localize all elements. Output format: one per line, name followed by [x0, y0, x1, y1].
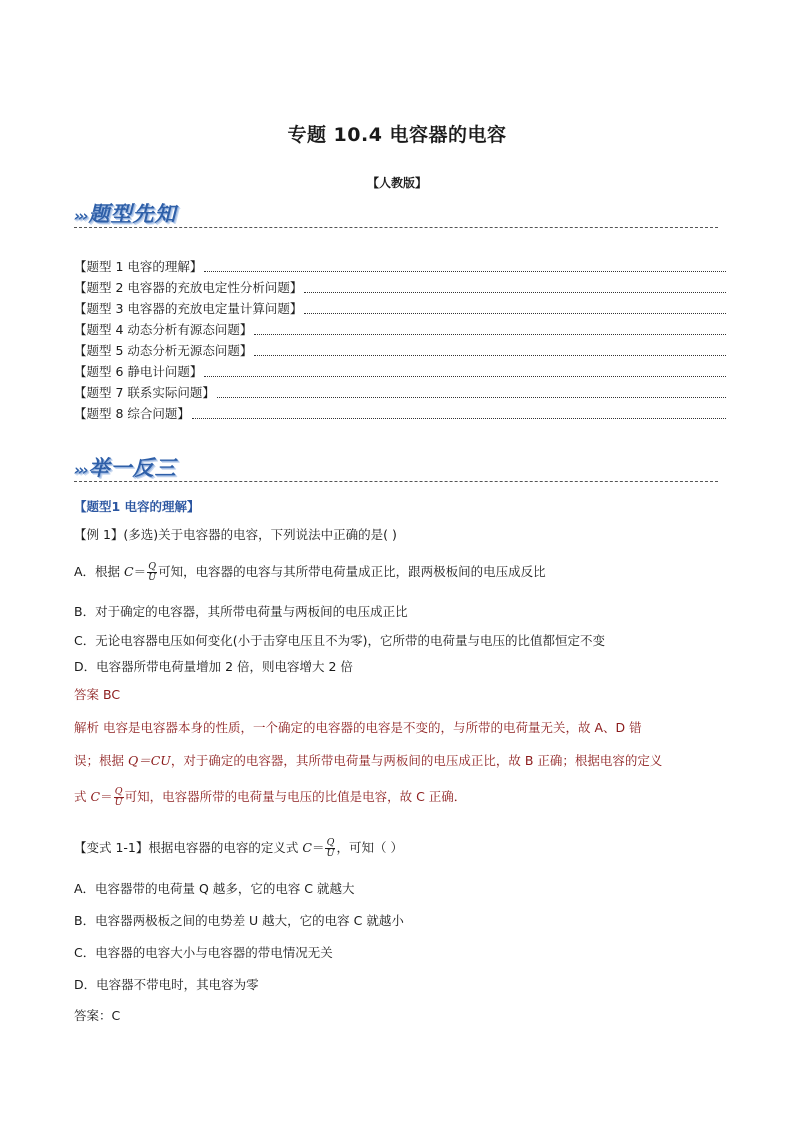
example-answer: 答案 BC: [74, 687, 121, 702]
toc-banner: [74, 198, 177, 228]
toc-item-5[interactable]: [74, 341, 726, 361]
practice-banner: [74, 452, 177, 482]
toc-item-label: 【题型 2 电容器的充放电定性分析问题】: [74, 280, 303, 295]
toc-item-4[interactable]: [74, 320, 726, 340]
toc-leader: [304, 292, 726, 293]
toc-item-label: 【题型 1 电容的理解】: [74, 259, 203, 274]
example-stem: 【例 1】(多选)关于电容器的电容，下列说法中正确的是( ): [74, 527, 397, 542]
fraction-q-over-u: $\frac{Q}{U}$: [114, 786, 123, 808]
example-option-c: C．无论电容器电压如何变化(小于击穿电压且不为零)，它所带的电荷量与电压的比值都恒定不变: [74, 633, 605, 648]
toc-item-3[interactable]: [74, 299, 726, 319]
toc-item-label: 【题型 5 动态分析无源态问题】: [74, 343, 253, 358]
toc-item-label: 【题型 3 电容器的充放电定量计算问题】: [74, 301, 303, 316]
toc-item-label: 【题型 6 静电计问题】: [74, 364, 203, 379]
edition-label: 【人教版】: [366, 176, 427, 190]
example-option-d: D．电容器所带电荷量增加 2 倍，则电容增大 2 倍: [74, 659, 353, 674]
variant-option-d: D．电容器不带电时，其电容为零: [74, 977, 259, 992]
toc-item-1[interactable]: [74, 257, 726, 277]
toc-leader: [204, 376, 726, 377]
fraction-q-over-u: $\frac{Q}{U}$: [148, 561, 157, 583]
practice-banner-label: 举一反三: [88, 456, 177, 480]
toc-item-label: 【题型 8 综合问题】: [74, 406, 190, 421]
toc-banner-label: 题型先知: [88, 202, 177, 226]
example-option-b: B．对于确定的电容器，其所带电荷量与两板间的电压成正比: [74, 604, 408, 619]
toc-item-8[interactable]: [74, 404, 726, 424]
toc-leader: [217, 397, 726, 398]
chevron-icon: ›››: [74, 461, 87, 479]
toc-item-6[interactable]: [74, 362, 726, 382]
example-analysis-line-2: 误；根据 Q＝CU，对于确定的电容器，其所带电荷量与两板间的电压成正比，故 B 正确；根据电容的定义: [74, 753, 663, 768]
toc-leader: [304, 313, 726, 314]
variant-stem: 【变式 1-1】根据电容器的电容的定义式 C＝ $\frac{Q}{U}$ ，可知（ ）: [74, 837, 403, 859]
variant-option-b: B．电容器两极板之间的电势差 U 越大，它的电容 C 就越小: [74, 913, 404, 928]
toc-item-2[interactable]: [74, 278, 726, 298]
divider: [74, 227, 718, 228]
variant-answer: 答案：C: [74, 1008, 121, 1023]
page-title: 专题 10.4 电容器的电容: [287, 124, 507, 146]
example-analysis-line-3: 式 C＝ $\frac{Q}{U}$ 可知，电容器所带的电荷量与电压的比值是电容，故 C 正确．: [74, 786, 467, 808]
toc-item-label: 【题型 7 联系实际问题】: [74, 385, 215, 400]
toc-item-7[interactable]: [74, 383, 726, 403]
fraction-q-over-u: $\frac{Q}{U}$: [326, 837, 335, 859]
divider: [74, 481, 718, 482]
toc-leader: [254, 355, 726, 356]
section-heading: 【题型1 电容的理解】: [74, 499, 200, 514]
toc-leader: [204, 271, 726, 272]
variant-option-a: A．电容器带的电荷量 Q 越多，它的电容 C 就越大: [74, 881, 355, 896]
example-option-a: A．根据 C＝ $\frac{Q}{U}$ 可知，电容器的电容与其所带电荷量成正比，跟两极板间的电压成反比: [74, 561, 546, 583]
chevron-icon: ›››: [74, 207, 87, 225]
toc-item-label: 【题型 4 动态分析有源态问题】: [74, 322, 253, 337]
toc-leader: [192, 418, 726, 419]
variant-option-c: C．电容器的电容大小与电容器的带电情况无关: [74, 945, 333, 960]
example-analysis-line-1: 解析 电容是电容器本身的性质，一个确定的电容器的电容是不变的，与所带的电荷量无关，故 A、D 错: [74, 720, 642, 735]
toc-leader: [254, 334, 726, 335]
